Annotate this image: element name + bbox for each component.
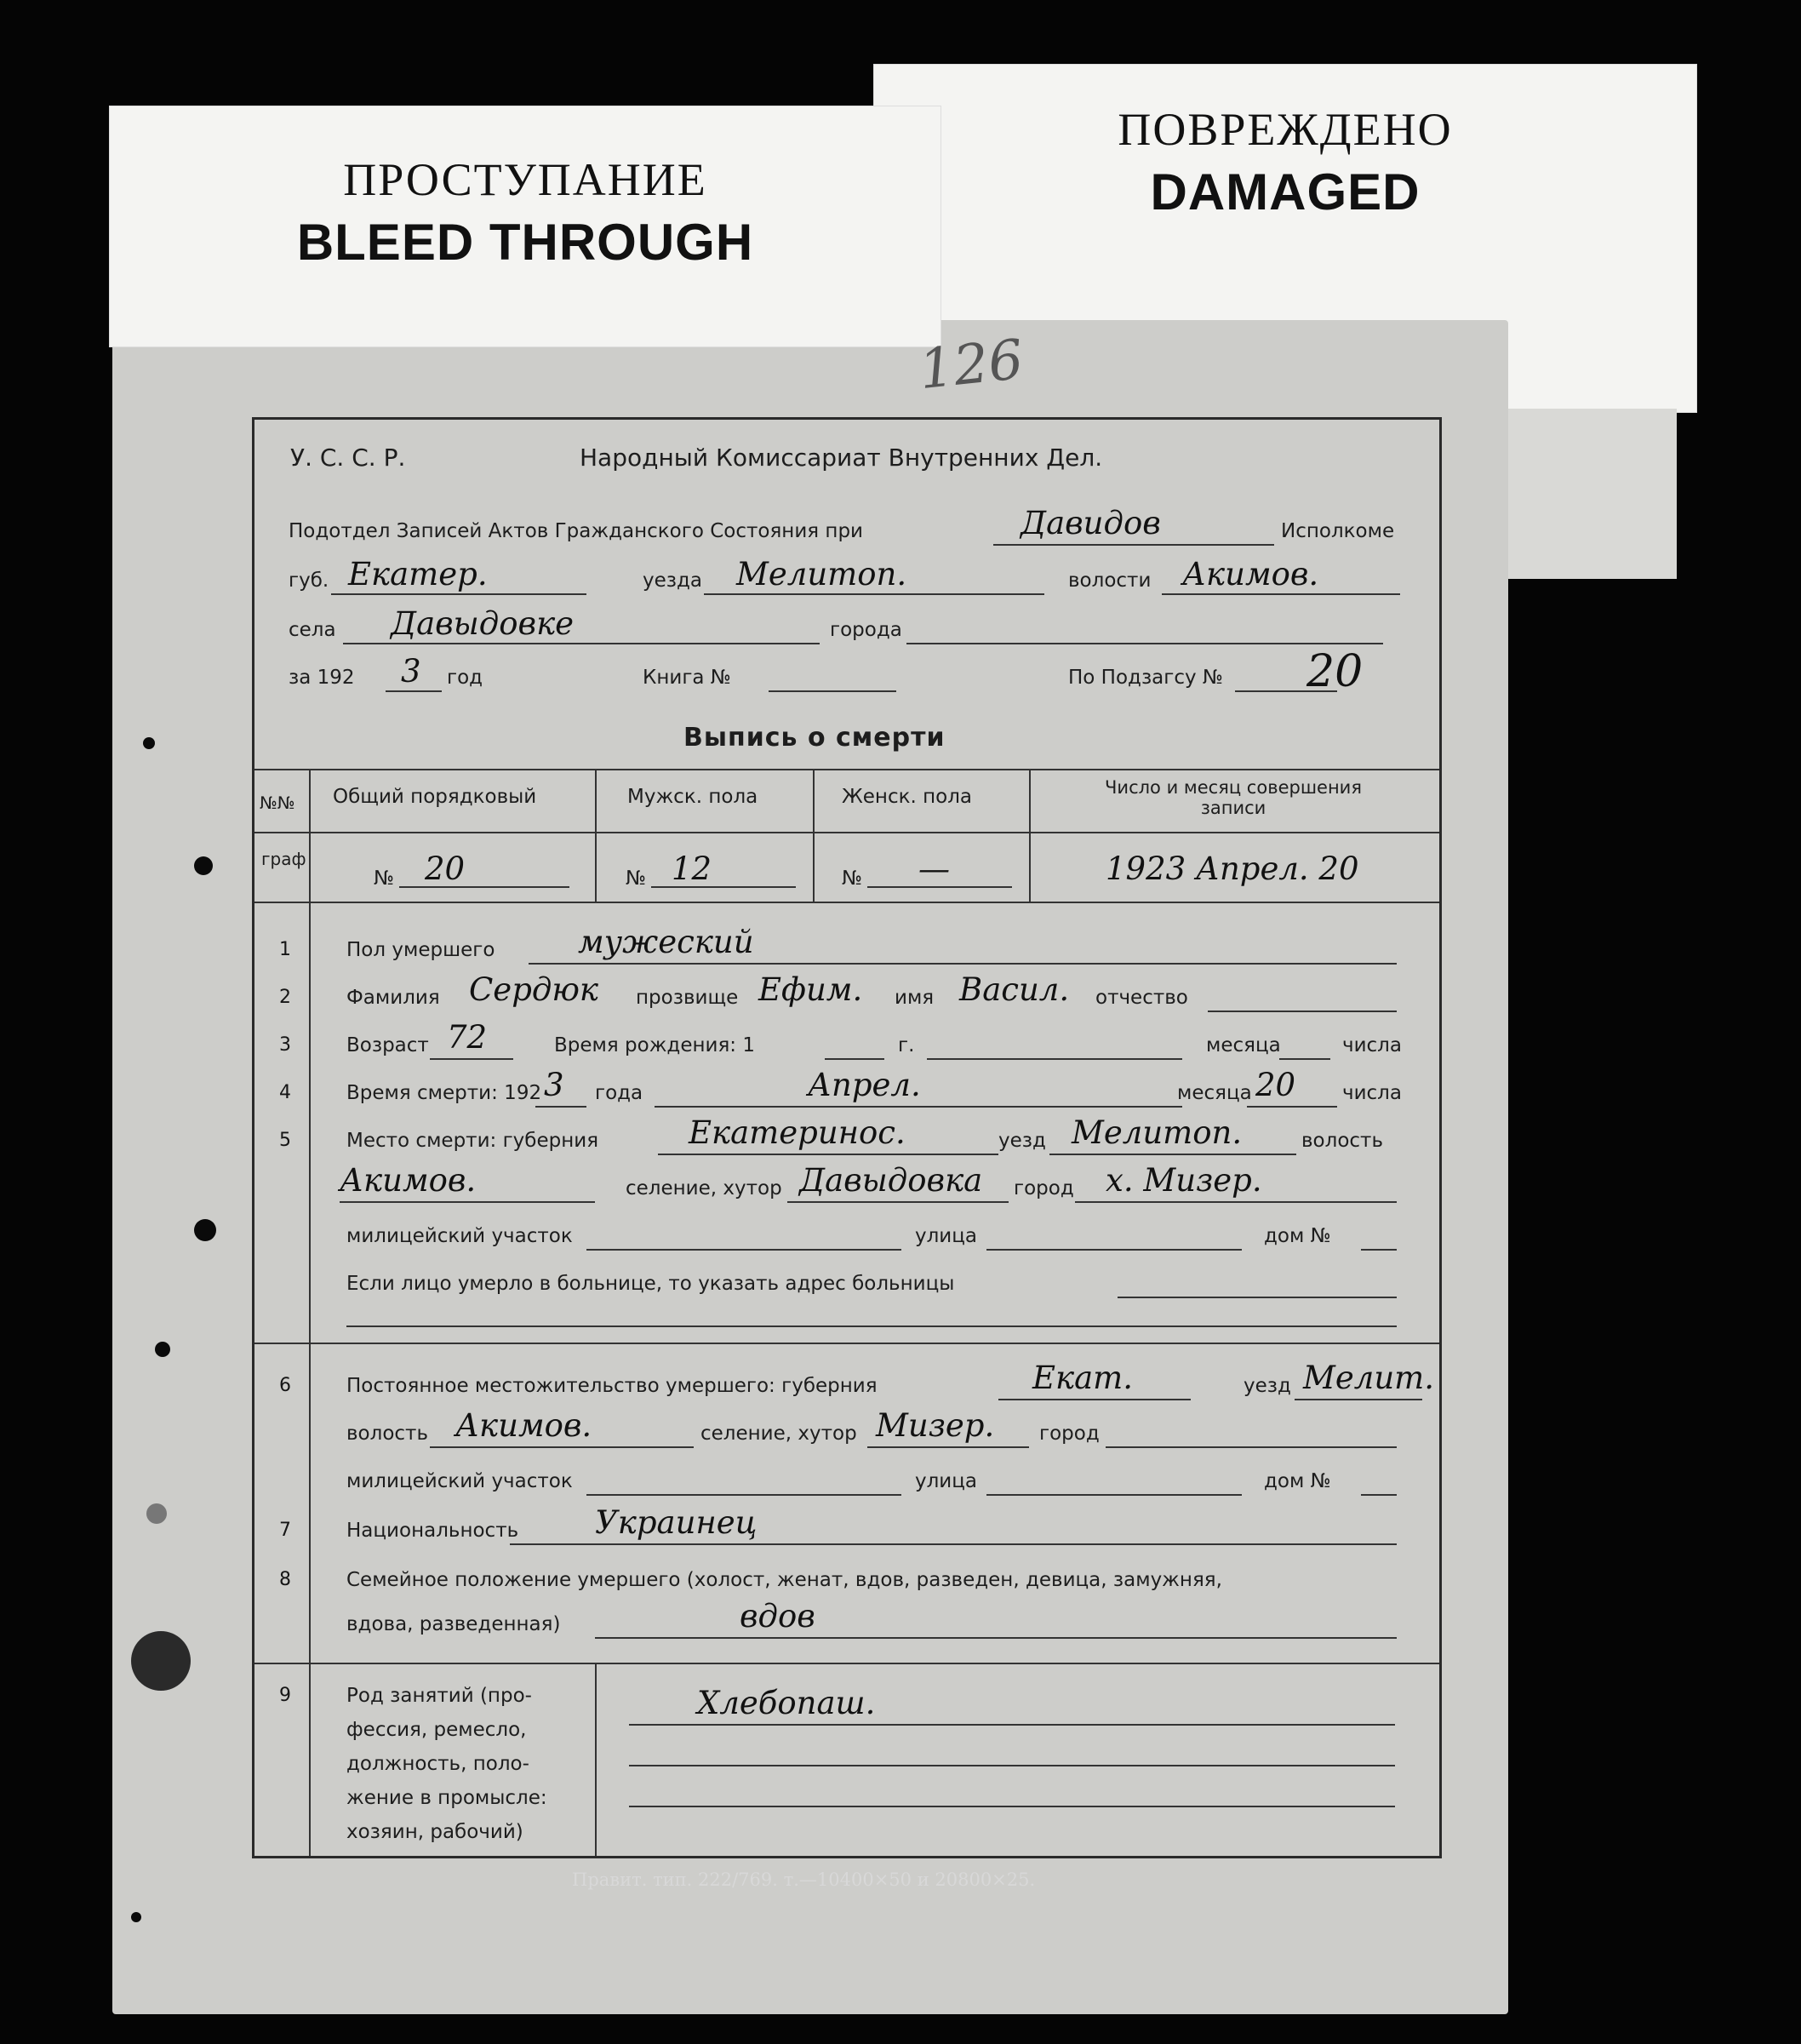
damaged-label-ru: ПОВРЕЖДЕНО [1118, 104, 1453, 155]
header-ministry: Народный Комиссариат Внутренних Дел. [580, 444, 1103, 472]
col-nn: №№ [260, 793, 295, 813]
r4-month-label: месяца [1177, 1082, 1252, 1104]
row-number: 1 [279, 939, 291, 960]
r6-gorod-label: город [1039, 1423, 1100, 1445]
r4-year: 3 [544, 1067, 564, 1103]
year-digit: 3 [401, 653, 421, 690]
r6-selo: Мизер. [876, 1407, 995, 1444]
podzag-value: 20 [1306, 646, 1364, 697]
subdept-prefix: Подотдел Записей Актов Гражданского Состояния при [289, 520, 863, 542]
gub-value: Екатер. [348, 556, 488, 593]
r5-gorod-label: город [1014, 1177, 1074, 1199]
female-value: — [918, 850, 950, 887]
printer-info: Правит. тип. 222/769. т.—10400×50 и 20800×25. [572, 1869, 1036, 1890]
row-number: 3 [279, 1034, 291, 1056]
general-value: 20 [425, 850, 466, 887]
r5-hospital-label: Если лицо умерло в больнице, то указать адрес больницы [346, 1273, 955, 1295]
col-general: Общий порядковый [333, 786, 537, 808]
r2-surname: Сердюк [469, 971, 599, 1008]
r8-value: вдов [740, 1598, 815, 1635]
header-republic: У. С. С. Р. [290, 444, 406, 472]
row-number: 5 [279, 1130, 291, 1151]
selo-label: села [289, 619, 336, 641]
r5-uezd-label: уезд [998, 1130, 1046, 1152]
r2-name-label: имя [895, 987, 935, 1009]
r9-label-5: хозяин, рабочий) [346, 1821, 523, 1843]
col-date: Число и месяц совершения записи [1105, 777, 1362, 818]
r5-volost: Акимов. [340, 1162, 477, 1199]
r6-volost: Акимов. [455, 1407, 592, 1444]
row-number: 8 [279, 1569, 291, 1590]
form-title: Выпись о смерти [683, 723, 946, 753]
col-male: Мужск. пола [627, 786, 758, 808]
kniga-label: Книга № [643, 667, 731, 689]
r6-uezd: Мелит. [1303, 1360, 1435, 1396]
r5-volost-label: волость [1301, 1130, 1383, 1152]
row-number: 2 [279, 987, 291, 1008]
r6-label: Постоянное местожительство умершего: губерния [346, 1375, 878, 1397]
punch-hole [131, 1912, 141, 1922]
col-graf: граф [261, 849, 306, 869]
r2-nick: Ефим. [758, 971, 863, 1008]
r9-label-3: должность, поло- [346, 1753, 529, 1775]
za-label: за 192 [289, 667, 355, 689]
row-number: 9 [279, 1685, 291, 1706]
r3-g: г. [898, 1034, 915, 1056]
damaged-label-en: DAMAGED [1150, 163, 1421, 220]
r6-volost-label: волость [346, 1423, 428, 1445]
uezd-label: уезда [643, 570, 702, 592]
r3-age-label: Возраст [346, 1034, 429, 1056]
r6-milit-label: милицейский участок [346, 1470, 573, 1492]
r3-month: месяца [1206, 1034, 1281, 1056]
r5-gorod: х. Мизер. [1106, 1162, 1262, 1199]
r4-month-value: Апрел. [808, 1067, 921, 1103]
archive-sheet-number: 126 [916, 328, 1026, 403]
podzag-label: По Подзагсу № [1068, 667, 1223, 689]
gorod-label: города [830, 619, 902, 641]
row-number: 6 [279, 1375, 291, 1396]
bleed-label-en: BLEED THROUGH [296, 214, 754, 271]
r3-birth-label: Время рождения: 1 [554, 1034, 755, 1056]
god-label: год [447, 667, 483, 689]
punch-hole [194, 1219, 216, 1241]
r4-goda: года [595, 1082, 643, 1104]
punch-hole [155, 1342, 170, 1357]
female-no: № [842, 867, 862, 890]
r3-age: 72 [447, 1019, 488, 1056]
r9-label-2: фессия, ремесло, [346, 1719, 527, 1741]
r3-day: числа [1342, 1034, 1402, 1056]
r6-uezd-label: уезд [1244, 1375, 1291, 1397]
r2-nick-label: прозвище [636, 987, 739, 1009]
row-number: 7 [279, 1520, 291, 1541]
r7-value: Украинец [595, 1504, 758, 1541]
punch-hole [143, 737, 155, 749]
male-no: № [626, 867, 646, 890]
damaged-paper-edge [1481, 409, 1677, 579]
bleed-label-ru: ПРОСТУПАНИЕ [343, 154, 707, 205]
date-value: 1923 Апрел. 20 [1106, 850, 1359, 887]
volost-value: Акимов. [1182, 556, 1319, 593]
punch-hole [194, 856, 213, 875]
r2-name: Васил. [959, 971, 1070, 1008]
row-number: 4 [279, 1082, 291, 1103]
punch-hole [146, 1503, 167, 1524]
r9-value: Хлебопаш. [697, 1685, 876, 1721]
r5-place-label: Место смерти: губерния [346, 1130, 599, 1152]
r6-house-label: дом № [1264, 1470, 1331, 1492]
r5-street-label: улица [915, 1225, 978, 1247]
r5-uezd: Мелитоп. [1072, 1114, 1243, 1151]
col-female: Женск. пола [842, 786, 973, 808]
selo-value: Давыдовке [391, 605, 575, 642]
subdept-suffix: Исполкоме [1281, 520, 1395, 542]
volost-label: волости [1068, 570, 1152, 592]
r6-street-label: улица [915, 1470, 978, 1492]
male-value: 12 [672, 850, 712, 887]
r5-milit-label: милицейский участок [346, 1225, 573, 1247]
gub-label: губ. [289, 570, 329, 592]
r9-label-4: жение в промысле: [346, 1787, 547, 1809]
r4-day-label: числа [1342, 1082, 1402, 1104]
r2-surname-label: Фамилия [346, 987, 440, 1009]
uezd-value: Мелитоп. [736, 556, 907, 593]
death-record-form [252, 417, 1442, 1858]
r5-selo: Давыдовка [799, 1162, 983, 1199]
r2-patr-label: отчество [1095, 987, 1188, 1009]
r4-label: Время смерти: 192 [346, 1082, 542, 1104]
r5-selo-label: селение, хутор [626, 1177, 782, 1199]
punch-hole [131, 1631, 191, 1691]
r9-label-1: Род занятий (про- [346, 1685, 532, 1707]
r4-day-value: 20 [1255, 1067, 1296, 1103]
r1-label: Пол умершего [346, 939, 495, 961]
r8-label2: вдова, разведенная) [346, 1613, 561, 1635]
subdept-value: Давидов [1021, 505, 1161, 541]
r5-house-label: дом № [1264, 1225, 1331, 1247]
r6-selo-label: селение, хутор [700, 1423, 857, 1445]
r1-value: мужеский [578, 924, 754, 960]
r6-gub: Екат. [1032, 1360, 1134, 1396]
r8-label: Семейное положение умершего (холост, женат, вдов, разведен, девица, замужняя, [346, 1569, 1222, 1591]
r5-gub: Екатеринос. [689, 1114, 906, 1151]
r7-label: Национальность [346, 1520, 519, 1542]
general-no: № [374, 867, 394, 890]
bleed-through-label [109, 106, 941, 347]
